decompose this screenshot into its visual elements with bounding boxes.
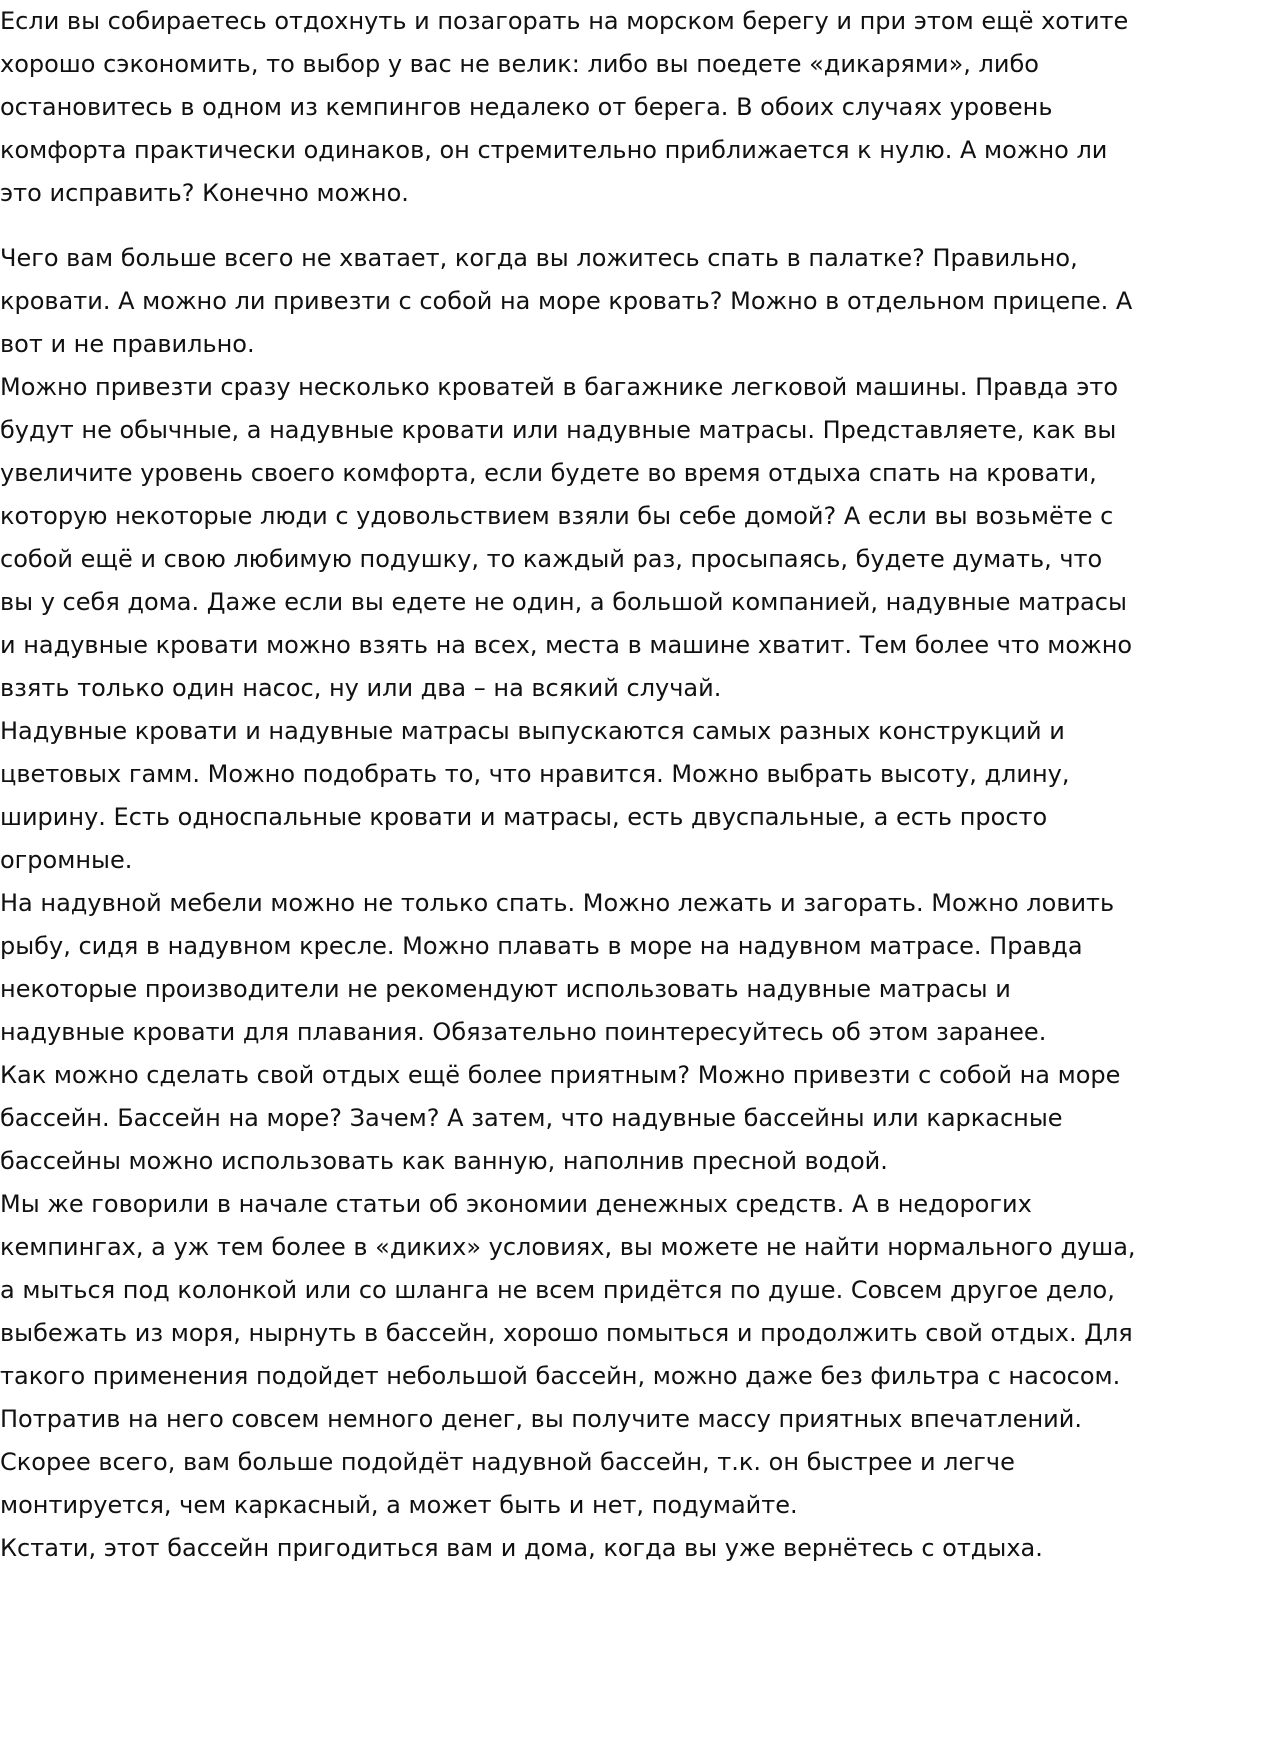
paragraph-savings: Мы же говорили в начале статьи об экономии денежных средств. А в недорогих кемпингах, а уж тем более в «диких» условиях, вы можете не найти нормального душа, а мыться под колонкой или со шланга не всем придётся по душе. Совсем другое дело, выбежать из моря, нырнуть в бассейн, хорошо помыться и продолжить свой отдых. Для такого применения подойдет небольшой бассейн, можно даже без фильтра с насосом. Потратив на него совсем немного денег, вы получите массу приятных впечатлений. Скорее всего, вам больше подойдёт надувной бассейн, т.к. он быстрее и легче монтируется, чем каркасный, а может быть и нет, подумайте. xyxy=(0,1190,1136,1519)
paragraph-inflatable-beds: Можно привезти сразу несколько кроватей в багажнике легковой машины. Правда это будут не обычные, а надувные кровати или надувные матрасы. Представляете, как вы увеличите уровень своего комфорта, если будете во время отдыха спать на кровати, которую некоторые люди с удовольствием взяли бы себе домой? А если вы возьмёте с собой ещё и свою любимую подушку, то каждый раз, просыпаясь, будете думать, что вы у себя дома. Даже если вы едете не один, а большой компанией, надувные матрасы и надувные кровати можно взять на всех, места в машине хватит. Тем более что можно взять только один насос, ну или два – на всякий случай. xyxy=(0,373,1133,702)
paragraph-intro: Если вы собираетесь отдохнуть и позагорать на морском берегу и при этом ещё хотите хорошо сэкономить, то выбор у вас не велик: либо вы поедете «дикарями», либо остановитесь в одном из кемпингов недалеко от берега. В обоих случаях уровень комфорта практически одинаков, он стремительно приближается к нулю. А можно ли это исправить? Конечно можно. xyxy=(0,7,1129,207)
paragraph-tent-bed: Чего вам больше всего не хватает, когда вы ложитесь спать в палатке? Правильно, кровати. А можно ли привезти с собой на море кровать? Можно в отдельном прицепе. А вот и не правильно. xyxy=(0,244,1133,358)
paragraph-furniture-uses: На надувной мебели можно не только спать. Можно лежать и загорать. Можно ловить рыбу, сидя в надувном кресле. Можно плавать в море на надувном матрасе. Правда некоторые производители не рекомендуют использовать надувные матрасы и надувные кровати для плавания. Обязательно поинтересуйтесь об этом заранее. xyxy=(0,889,1115,1046)
paragraph-closing: Кстати, этот бассейн пригодиться вам и дома, когда вы уже вернётесь с отдыха. xyxy=(0,1534,1043,1562)
paragraph-pool: Как можно сделать свой отдых ещё более приятным? Можно привезти с собой на море бассейн. Бассейн на море? Зачем? А затем, что надувные бассейны или каркасные бассейны можно использовать как ванную, наполнив пресной водой. xyxy=(0,1061,1121,1175)
paragraph-designs: Надувные кровати и надувные матрасы выпускаются самых разных конструкций и цветовых гамм. Можно подобрать то, что нравится. Можно выбрать высоту, длину, ширину. Есть односпальные кровати и матрасы, есть двуспальные, а есть просто огромные. xyxy=(0,717,1070,874)
